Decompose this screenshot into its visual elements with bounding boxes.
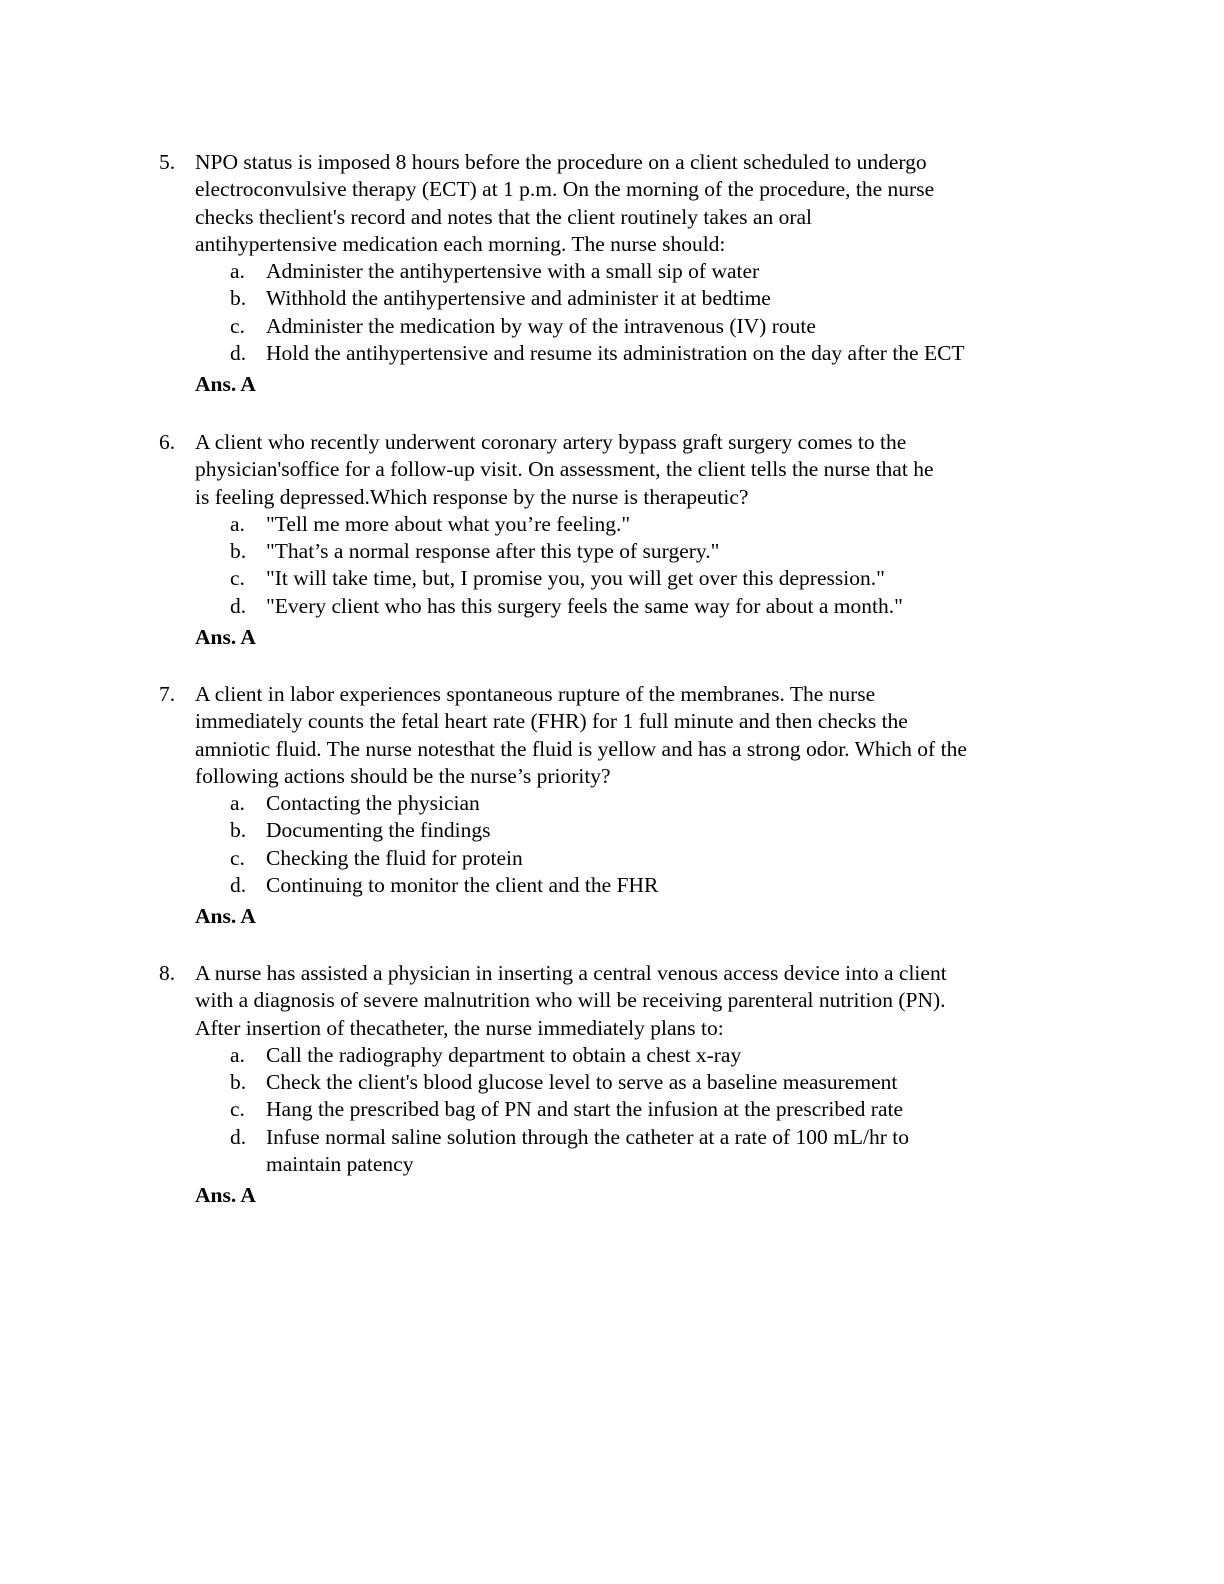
stem-line: checks theclient's record and notes that the client routinely takes an oral — [195, 204, 812, 229]
stem-line: following actions should be the nurse’s priority? — [195, 763, 611, 788]
option-letter: a. — [230, 1042, 245, 1067]
question-number: 8. — [159, 961, 176, 985]
options-list — [159, 790, 1059, 899]
stem-line: A client who recently underwent coronary artery bypass graft surgery comes to the — [195, 430, 907, 454]
stem-line: is feeling depressed.Which response by the nurse is therapeutic? — [195, 484, 749, 509]
question-stem — [159, 149, 1059, 258]
option-letter: b. — [230, 539, 247, 564]
options-list — [159, 511, 1059, 620]
option-letter: d. — [230, 593, 247, 618]
option-text: Hang the prescribed bag of PN and start the infusion at the prescribed rate — [266, 1097, 904, 1122]
question-stem — [159, 681, 1059, 790]
option-d — [230, 872, 1059, 899]
question-8 — [159, 960, 1059, 1210]
option-c — [230, 845, 1059, 872]
option-text: Continuing to monitor the client and the FHR — [266, 873, 659, 898]
question-number: 6. — [159, 430, 176, 454]
option-letter: a. — [230, 511, 245, 536]
option-text: Contacting the physician — [266, 791, 480, 816]
option-text: "Tell me more about what you’re feeling." — [266, 511, 631, 536]
option-a — [230, 790, 1059, 817]
option-b — [230, 817, 1059, 844]
option-text: Call the radiography department to obtain a chest x-ray — [266, 1042, 742, 1067]
question-number: 7. — [159, 682, 176, 706]
stem-line: amniotic fluid. The nurse notesthat the fluid is yellow and has a strong odor. Which of the — [195, 736, 967, 761]
option-letter: c. — [230, 1097, 245, 1122]
question-6 — [159, 429, 1059, 651]
option-text: Hold the antihypertensive and resume its administration on the day after the ECT — [266, 341, 965, 366]
option-letter: c. — [230, 845, 245, 870]
stem-line: antihypertensive medication each morning. The nurse should: — [195, 231, 726, 256]
option-a — [230, 511, 1059, 538]
option-text: Administer the antihypertensive with a small sip of water — [266, 259, 760, 284]
option-d — [230, 1124, 1059, 1179]
answer-key: Ans. A — [195, 1183, 256, 1208]
stem-line: immediately counts the fetal heart rate (FHR) for 1 full minute and then checks the — [195, 709, 908, 734]
stem-line: After insertion of thecatheter, the nurse immediately plans to: — [195, 1015, 724, 1040]
options-list — [159, 1042, 1059, 1178]
question-5 — [159, 149, 1059, 399]
options-list — [159, 258, 1059, 367]
question-stem — [159, 960, 1059, 1042]
answer-key: Ans. A — [195, 904, 256, 929]
option-letter: d. — [230, 1124, 247, 1149]
option-a — [230, 1042, 1059, 1069]
answer-key: Ans. A — [195, 372, 256, 397]
option-text: Check the client's blood glucose level to serve as a baseline measurement — [266, 1070, 898, 1095]
option-text: Administer the medication by way of the intravenous (IV) route — [266, 313, 816, 338]
stem-line: physician'soffice for a follow-up visit. On assessment, the client tells the nurse that he — [195, 457, 934, 482]
option-b — [230, 1069, 1059, 1096]
option-text: Documenting the findings — [266, 818, 491, 843]
option-letter: b. — [230, 286, 247, 311]
option-letter: c. — [230, 313, 245, 338]
option-text: Checking the fluid for protein — [266, 845, 523, 870]
question-stem — [159, 429, 1059, 511]
option-text-continued: maintain patency — [266, 1152, 414, 1177]
option-c — [230, 565, 1059, 592]
stem-line: A client in labor experiences spontaneous rupture of the membranes. The nurse — [195, 682, 876, 706]
stem-line: electroconvulsive therapy (ECT) at 1 p.m. On the morning of the procedure, the nurse — [195, 177, 935, 202]
option-letter: b. — [230, 1070, 247, 1095]
stem-line: A nurse has assisted a physician in inserting a central venous access device into a client — [195, 961, 947, 985]
option-letter: d. — [230, 873, 247, 898]
option-letter: b. — [230, 818, 247, 843]
option-text: Infuse normal saline solution through the catheter at a rate of 100 mL/hr to — [266, 1124, 910, 1149]
option-d — [230, 340, 1059, 367]
question-7 — [159, 681, 1059, 931]
option-letter: a. — [230, 791, 245, 816]
option-letter: a. — [230, 259, 245, 284]
stem-line: with a diagnosis of severe malnutrition who will be receiving parenteral nutrition (PN). — [195, 988, 946, 1013]
option-c — [230, 1096, 1059, 1123]
option-c — [230, 313, 1059, 340]
option-text: "It will take time, but, I promise you, you will get over this depression." — [266, 566, 885, 591]
option-a — [230, 258, 1059, 285]
option-text: Withhold the antihypertensive and administer it at bedtime — [266, 286, 771, 311]
option-d — [230, 593, 1059, 620]
option-text: "Every client who has this surgery feels the same way for about a month." — [266, 593, 903, 618]
option-b — [230, 538, 1059, 565]
question-number: 5. — [159, 150, 176, 174]
answer-key: Ans. A — [195, 625, 256, 650]
option-letter: d. — [230, 341, 247, 366]
stem-line: NPO status is imposed 8 hours before the procedure on a client scheduled to undergo — [195, 150, 927, 174]
option-text: "That’s a normal response after this type of surgery." — [266, 539, 720, 564]
option-letter: c. — [230, 566, 245, 591]
option-b — [230, 285, 1059, 312]
